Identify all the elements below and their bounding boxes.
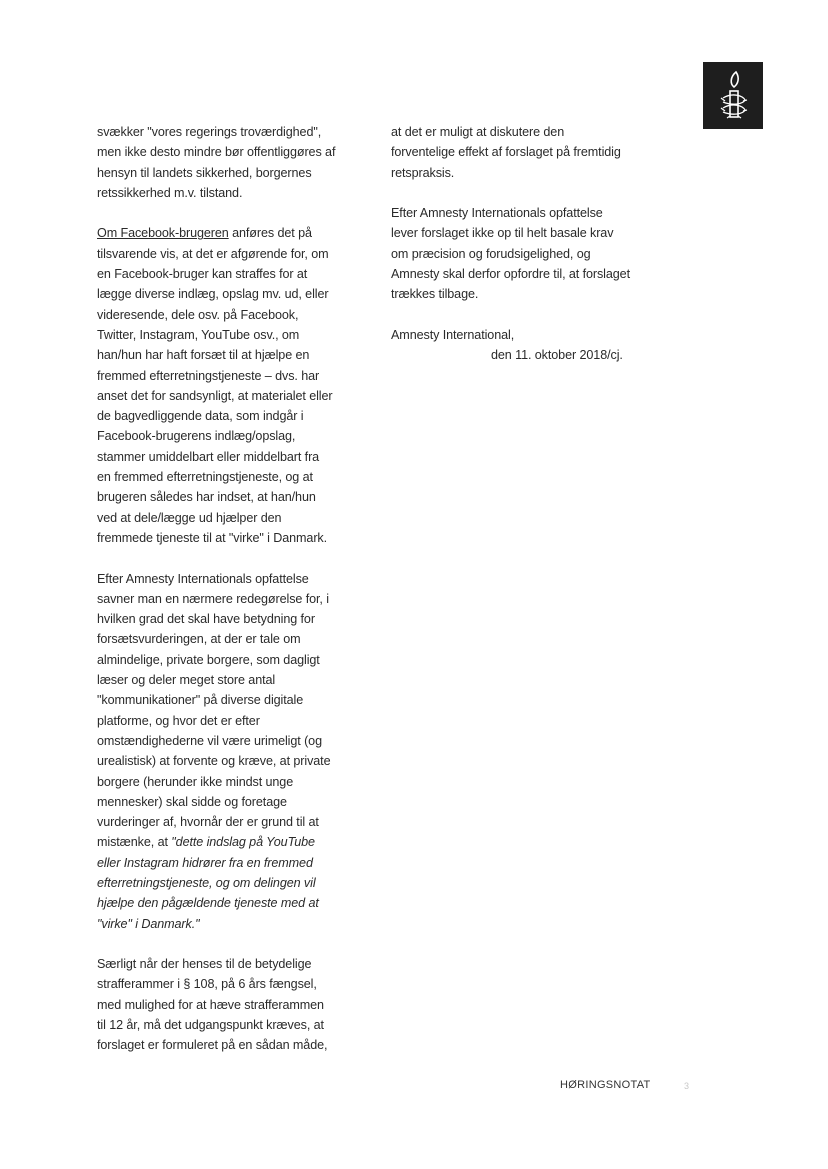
text-line: han/hun har haft forsæt til at hjælpe en [97, 348, 310, 363]
amnesty-logo [703, 62, 763, 129]
text-fragment: mistænke, at [97, 835, 172, 850]
text-line: læser og deler meget store antal [97, 673, 276, 688]
paragraph-conclusion [391, 203, 653, 304]
quote-line: eller Instagram hidrører fra en fremmed [97, 855, 313, 870]
text-fragment: anføres det på [228, 226, 312, 241]
text-line: mennesker) skal sidde og foretage [97, 794, 287, 809]
text-line: Efter Amnesty Internationals opfattelse [97, 571, 309, 586]
text-line: omstændighederne vil være urimeligt (og [97, 733, 322, 748]
text-line: men ikke desto mindre bør offentliggøres af [97, 145, 336, 160]
text-line: ved at dele/lægge ud hjælper den [97, 510, 282, 525]
quote-fragment: "dette indslag på YouTube [171, 835, 315, 850]
text-line: lever forslaget ikke op til helt basale krav [391, 226, 614, 241]
text-line [97, 832, 355, 852]
text-line: fremmed efterretningstjeneste – dvs. har [97, 368, 320, 383]
paragraph-case-law-effect [391, 122, 653, 183]
text-line: de bagvedliggende data, som indgår i [97, 409, 304, 424]
text-line: at det er muligt at diskutere den [391, 125, 565, 139]
text-line: videresende, dele osv. på Facebook, [97, 307, 299, 322]
page-number: 3 [684, 1081, 690, 1091]
text-line: Twitter, Instagram, YouTube osv., om [97, 327, 300, 342]
text-line: lægge diverse indlæg, opslag mv. ud, eller [97, 287, 329, 302]
text-line: forsætsvurderingen, at der er tale om [97, 632, 301, 647]
signature-organization: Amnesty International, [391, 327, 515, 342]
text-line: hensyn til landets sikkerhed, borgernes [97, 165, 312, 180]
text-line: urealistisk) at forvente og kræve, at private [97, 754, 331, 769]
paragraph-intent-assessment [97, 569, 355, 934]
paragraph-facebook-user [97, 223, 355, 548]
text-line: strafferammer i § 108, på 6 års fængsel, [97, 977, 317, 992]
text-line: til 12 år, må det udgangspunkt kræves, at [97, 1018, 324, 1033]
section-heading-facebook-user: Om Facebook-brugeren [97, 226, 229, 241]
text-line: om præcision og forudsigelighed, og [391, 246, 591, 261]
quote-line: "virke" i Danmark." [97, 916, 200, 931]
text-line: hvilken grad det skal have betydning for [97, 612, 315, 627]
text-line: forslaget er formuleret på en sådan måde, [97, 1038, 328, 1053]
text-line: forventelige effekt af forslaget på fremtidig [391, 145, 621, 160]
text-line: Facebook-brugerens indlæg/opslag, [97, 429, 296, 444]
text-line: savner man en nærmere redegørelse for, i [97, 591, 329, 606]
text-line: en fremmed efterretningstjeneste, og at [97, 470, 313, 485]
text-line: trækkes tilbage. [391, 287, 479, 302]
text-line: en Facebook-bruger kan straffes for at [97, 267, 308, 282]
text-line: almindelige, private borgere, som dagligt [97, 652, 320, 667]
text-line: stammer umiddelbart eller middelbart fra [97, 449, 320, 464]
quote-line: hjælpe den pågældende tjeneste med at [97, 896, 319, 911]
text-line: svækker "vores regerings troværdighed", [97, 125, 322, 139]
text-line: retspraksis. [391, 165, 455, 180]
text-line: tilsvarende vis, at det er afgørende for, om [97, 246, 329, 261]
left-column [97, 122, 355, 1076]
text-line: vurderinger af, hvornår der er grund til at [97, 815, 319, 830]
signature-block [391, 325, 653, 366]
amnesty-candle-barbed-wire-icon [703, 62, 763, 129]
quote-line: efterretningstjeneste, og om delingen vil [97, 875, 316, 890]
text-line: retssikkerhed m.v. tilstand. [97, 185, 243, 200]
text-line: fremmede tjeneste til at "virke" i Danmark. [97, 530, 328, 545]
text-line: borgere (herunder ikke mindst unge [97, 774, 294, 789]
text-line: brugeren således har indset, at han/hun [97, 490, 316, 505]
text-line: "kommunikationer" på diverse digitale [97, 693, 304, 708]
text-line: Amnesty skal derfor opfordre til, at forslaget [391, 267, 630, 282]
signature-date: den 11. oktober 2018/cj. [491, 348, 623, 363]
text-line: Efter Amnesty Internationals opfattelse [391, 206, 603, 221]
text-line: anset det for sandsynligt, at materialet eller [97, 388, 333, 403]
text-line: med mulighed for at hæve strafferammen [97, 997, 324, 1012]
footer-document-type: HØRINGSNOTAT [560, 1079, 651, 1091]
paragraph-penalty-frames [97, 954, 355, 1055]
paragraph-government-credibility [97, 122, 355, 203]
text-line: platforme, og hvor det er efter [97, 713, 260, 728]
text-line [97, 223, 355, 243]
text-line: Særligt når der henses til de betydelige [97, 957, 312, 972]
right-column [391, 122, 653, 366]
